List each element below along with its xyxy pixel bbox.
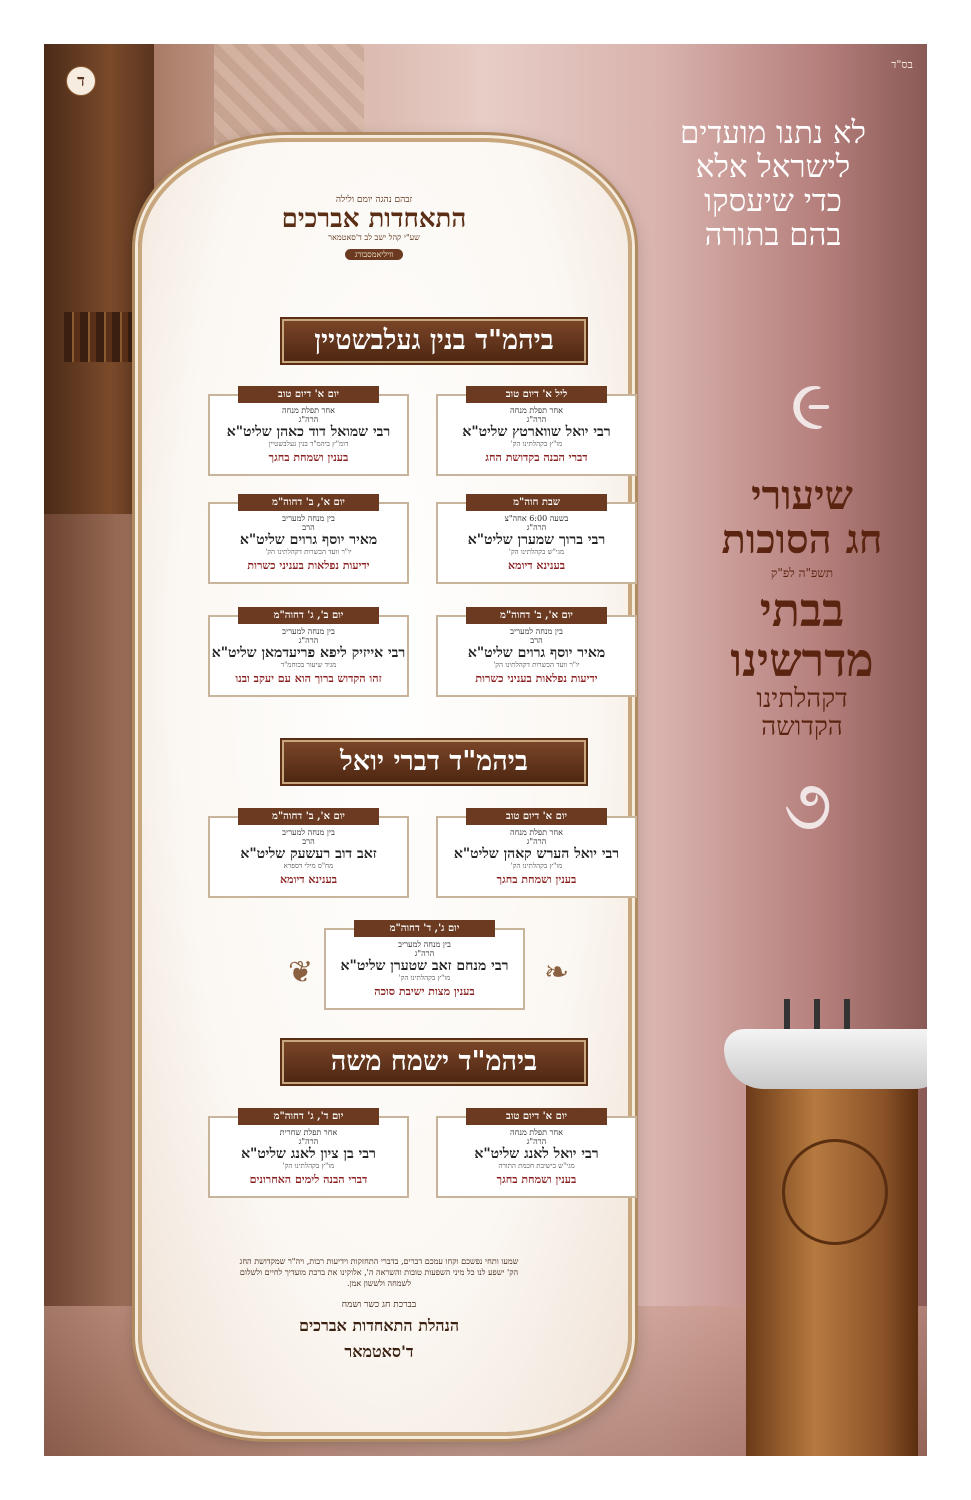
card-position: יו"ר וועד הכשרות דקהלתינו הק' <box>493 661 580 669</box>
card-title: הרה"ג <box>526 837 547 846</box>
motto-line: לא נתנו מועדים <box>679 115 867 151</box>
lecture-card <box>436 610 637 697</box>
card-topic: דברי הבנה בקדושת החג <box>485 451 588 464</box>
podium-emblem <box>782 1139 888 1245</box>
card-topic: זהו הקדוש ברוך הוא עם יעקב ובנו <box>235 672 382 685</box>
card-speaker: רבי שמואל דוד כאהן שליט"א <box>226 424 391 440</box>
podium-cloth <box>724 1029 927 1089</box>
swirl-ornament-bottom-icon: ૭ <box>783 764 832 846</box>
card-time: בין מנחה למעריב <box>510 627 563 636</box>
card-time: בין מנחה למעריב <box>282 514 335 523</box>
lecture-card <box>436 811 637 898</box>
card-speaker: רבי יואל לאנג שליט"א <box>474 1146 599 1162</box>
card-speaker: רבי בן ציון לאנג שליט"א <box>241 1146 376 1162</box>
card-time: אחר תפלת מנחה <box>510 828 563 837</box>
card-time: אחר תפלת שחרית <box>279 1128 338 1137</box>
card-day: שבת חוה"מ <box>466 494 607 511</box>
side-title-line: שיעורי <box>751 472 853 519</box>
card-speaker: רבי אייזיק ליפא פריעדמאן שליט"א <box>211 645 406 661</box>
card-speaker: רבי יואל שווארטץ שליט"א <box>462 424 611 440</box>
footer <box>234 1256 524 1362</box>
footer-signature: ד'סאטמאר <box>344 1342 414 1361</box>
side-title-line: מדרשינו <box>730 633 874 687</box>
card-time: בין מנחה למעריב <box>398 940 451 949</box>
motto-line: כדי שיעסקו <box>704 183 842 219</box>
card-day: יום ד', ג' דחוה"מ <box>238 1108 379 1125</box>
card-day: יום א', ב' דחוה"מ <box>238 808 379 825</box>
card-topic: ידיעות נפלאות בעניני כשרות <box>247 559 370 572</box>
side-title-year: תשפ"ה לפ"ק <box>770 566 834 580</box>
card-title: הרה"ג <box>526 1137 547 1146</box>
card-day: יום א' דיום טוב <box>466 808 607 825</box>
lecture-card <box>436 389 637 476</box>
card-day: יום א' דיום טוב <box>238 386 379 403</box>
card-topic: דברי הבנה לימים האחרונים <box>249 1173 368 1186</box>
side-title-line: הקדושה <box>761 712 843 742</box>
lecture-card <box>324 923 525 1010</box>
logo-tag: שע"י קהל ישב לב ד'סאטמאר <box>328 233 420 242</box>
lecture-card <box>436 497 637 584</box>
card-time: בין מנחה למעריב <box>282 828 335 837</box>
motto <box>663 116 883 252</box>
card-position: מגי"ש בקהלתינו הק' <box>508 548 565 556</box>
card-time: אחר תפלת מנחה <box>282 406 335 415</box>
footer-wish: בברכת חג כשר ושמח <box>341 1300 417 1310</box>
card-day: יום א' דיום טוב <box>466 1108 607 1125</box>
card-title: הרב <box>530 636 543 645</box>
card-day: יום ג', ד' דחוה"מ <box>354 920 495 937</box>
card-speaker: זאב דוב רעשעק שליט"א <box>240 846 377 862</box>
side-title-line: חג הסוכות <box>721 516 883 563</box>
card-time: בשעה 6:00 אחה"צ <box>504 514 569 523</box>
side-title-line: בבתי <box>759 583 845 637</box>
motto-line: בהם בתורה <box>704 217 842 253</box>
organization-logo <box>254 194 494 261</box>
card-day: יום ב', ג' דחוה"מ <box>238 607 379 624</box>
poster-background <box>44 44 927 1456</box>
card-speaker: מאיר יוסף גרוים שליט"א <box>467 645 606 661</box>
card-position: דומ"ץ ביהמ"ד בנין געלבשטיין <box>268 440 349 448</box>
card-title: הרב <box>302 523 315 532</box>
lecture-card <box>208 1111 409 1198</box>
card-topic: בענין ושמחת בחגך <box>268 451 349 464</box>
card-speaker: רבי ברוך שמערן שליט"א <box>467 532 606 548</box>
logo-sub: זבהם נהגה יומם ולילה <box>335 195 413 205</box>
card-position: מח"ס מילי דספרא <box>283 862 334 870</box>
card-title: הרה"ג <box>298 1137 319 1146</box>
swirl-ornament-top-icon: ૯ <box>790 364 832 446</box>
card-position: מגיד שיעור בכוחמ"ד <box>280 661 337 669</box>
card-position: מו"ץ בקהלתינו הק' <box>398 974 451 982</box>
section-header: ביהמ"ד דברי יואל <box>282 740 586 784</box>
card-topic: ידיעות נפלאות בעניני כשרות <box>475 672 598 685</box>
card-title: הרה"ג <box>414 949 435 958</box>
card-speaker: רבי מנחם זאב שטערן שליט"א <box>340 958 509 974</box>
card-title: הרב <box>302 837 315 846</box>
lecture-card <box>208 811 409 898</box>
card-speaker: רבי יואל הערש קאהן שליט"א <box>453 846 620 862</box>
card-topic: בענינא דיומא <box>507 559 566 572</box>
scroll-ornament-icon: ❦ <box>288 955 314 990</box>
card-position: מו"ץ בקהלתינו הק' <box>510 862 563 870</box>
footer-signature: הנהלת התאחדות אברכים <box>298 1316 460 1335</box>
card-topic: בענין ושמחת בחגך <box>496 873 577 886</box>
card-day: יום א', ב' דחוה"מ <box>466 607 607 624</box>
card-topic: בענינא דיומא <box>279 873 338 886</box>
books-image <box>64 312 134 362</box>
lecture-card <box>208 610 409 697</box>
card-day: יום א', ב' דחוה"מ <box>238 494 379 511</box>
podium-body <box>746 1069 918 1456</box>
motto-line: לישראל אלא <box>695 149 851 185</box>
lecture-card <box>208 497 409 584</box>
card-title: הרה"ג <box>526 415 547 424</box>
logo-main: התאחדות אברכים <box>281 204 467 234</box>
card-position: יו"ר וועד הכשרות דקהלתינו הק' <box>265 548 352 556</box>
card-title: הרה"ג <box>526 523 547 532</box>
lecture-card <box>436 1111 637 1198</box>
card-time: בין מנחה למעריב <box>282 627 335 636</box>
scroll-ornament-icon: ❧ <box>544 955 570 990</box>
card-day: ליל א' דיום טוב <box>466 386 607 403</box>
side-title-line: דקהלתינו <box>756 684 848 714</box>
side-title <box>707 474 897 741</box>
logo-badge: וויליאמסבורג <box>345 249 404 260</box>
card-position: מו"ץ בקהלתינו הק' <box>282 1162 335 1170</box>
card-time: אחר תפלת מנחה <box>510 406 563 415</box>
card-time: אחר תפלת מנחה <box>510 1128 563 1137</box>
section-header: ביהמ"ד ישמח משה <box>282 1040 586 1084</box>
footer-message: שמעו ותחי נפשכם וקחו עמכם דברים, בדברי התחזקות וידיעות רבות, ויה"ר שמקדושת החג הק' ישפע לנו כל מיני השפעות טובות והשראה ה', אלוקינו את ברכת מועדיך לחיים ולשלום לשמחה ולששון אמן. <box>239 1257 519 1288</box>
podium-image <box>724 1029 927 1456</box>
card-title: הרה"ג <box>298 415 319 424</box>
page-letter-badge: ד <box>66 66 96 96</box>
card-title: הרה"ג <box>298 636 319 645</box>
card-speaker: מאיר יוסף גרוים שליט"א <box>239 532 378 548</box>
bsd-mark: בס"ד <box>891 58 913 71</box>
lecture-card <box>208 389 409 476</box>
card-topic: בענין מצות ישיבת סוכה <box>374 985 475 998</box>
section-header: ביהמ"ד בנין געלבשטיין <box>282 319 586 363</box>
card-topic: בענין ושמחת בחגך <box>496 1173 577 1186</box>
card-position: מו"ץ בקהלתינו הק' <box>510 440 563 448</box>
card-position: מגי"ש בישיבת חכמת התורה <box>498 1162 575 1170</box>
